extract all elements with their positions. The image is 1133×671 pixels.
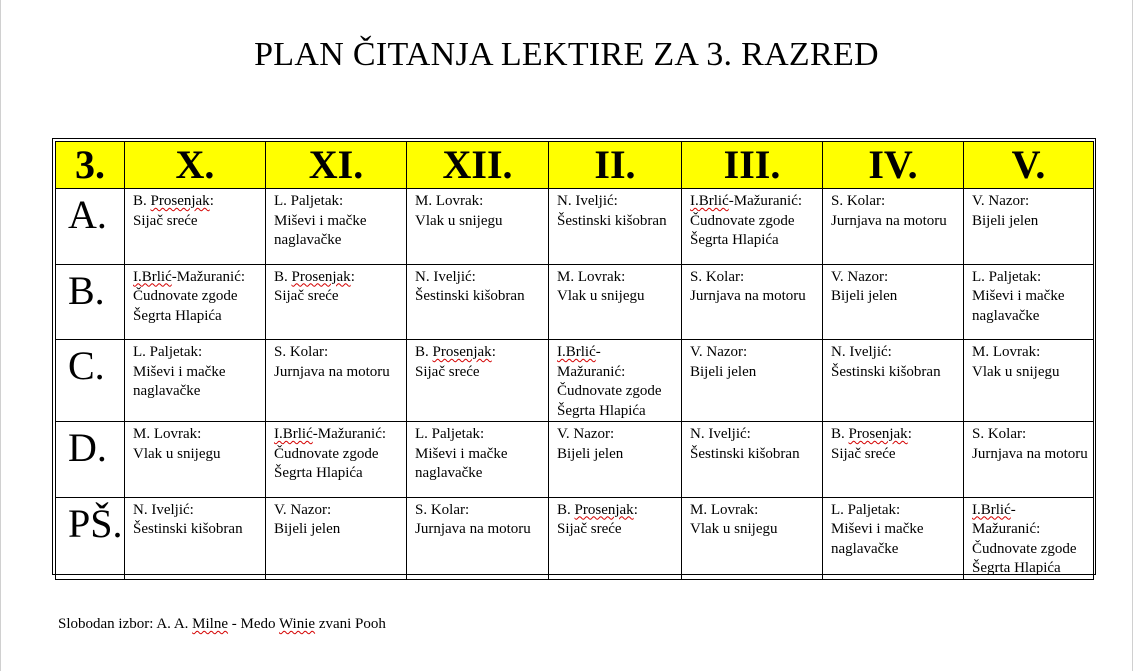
author-surname-flagged: I.Brlić [274,426,313,442]
author-text: : [350,268,355,285]
class-row [56,422,1094,498]
book-title: Sijač sreće [557,521,622,537]
book-title: Šestinski kišobran [133,521,243,537]
author-name [831,425,963,445]
author-name [972,343,1093,363]
author-text: M. Lovrak: [557,268,626,285]
author-name [557,425,681,445]
class-row [56,264,1094,340]
author-text: S. Kolar: [274,344,329,360]
book-title: Miševi i mačke naglavačke [133,363,226,399]
author-text: : [907,426,912,442]
book-title: Bijeli jelen [274,521,341,537]
author-name [690,192,822,212]
author-text: M. Lovrak: [133,426,202,442]
book-title: Šestinski kišobran [557,212,667,229]
reading-cell [823,189,964,265]
author-name [415,268,548,288]
author-text: V. Nazor: [831,268,889,285]
author-name [690,425,822,445]
author-text: N. Iveljić: [415,268,476,285]
reading-cell [407,340,549,422]
author-name [690,343,822,363]
class-label: PŠ. [56,497,125,579]
reading-cell [266,264,407,340]
book-title: Bijeli jelen [831,288,898,304]
author-name [972,425,1093,445]
author-name [972,268,1093,288]
reading-cell [407,264,549,340]
author-text: V. Nazor: [274,501,332,518]
class-label: C. [56,340,125,422]
author-text: V. Nazor: [557,426,615,442]
reading-cell [266,497,407,579]
author-text: N. Iveljić: [133,501,194,518]
book-title: Jurnjava na motoru [274,363,390,380]
author-text: M. Lovrak: [415,193,484,209]
author-name [274,425,406,445]
page-title: PLAN ČITANJA LEKTIRE ZA 3. RAZRED [254,36,879,73]
author-name [557,501,681,521]
reading-cell [266,189,407,265]
author-name [415,343,548,363]
author-name [133,192,265,212]
footer-author-name: Milne [192,616,229,632]
author-text: L. Paljetak: [831,501,901,518]
reading-cell [823,264,964,340]
author-text: - [595,344,601,360]
author-name [972,501,1093,521]
author-name [274,501,406,521]
book-title: Vlak u snijegu [690,521,778,537]
book-title: Čudnovate zgode Šegrta Hlapića [133,288,238,324]
author-name [133,501,265,521]
class-row [56,340,1094,422]
reading-cell [549,422,682,498]
author-name [831,268,963,288]
author-text: S. Kolar: [690,268,745,285]
author-name [831,343,963,363]
month-header: X. [125,142,266,189]
author-text: : [633,501,638,518]
author-text: S. Kolar: [972,426,1027,442]
reading-plan-body [56,142,1094,580]
author-text: B. [415,344,433,360]
reading-plan-table [55,141,1094,580]
author-name [274,268,406,288]
reading-cell [407,422,549,498]
book-title: Sijač sreće [831,445,896,462]
author-surname-flagged: Prosenjak [848,426,908,442]
author-text: : [209,193,214,209]
book-title: Vlak u snijegu [133,445,221,462]
reading-cell [682,189,823,265]
author-surname-flagged: I.Brlić [690,193,729,209]
reading-cell [266,340,407,422]
reading-cell [964,264,1094,340]
author-text: -Mažuranić: [312,426,387,442]
author-surname-flagged: Prosenjak [291,268,351,285]
class-row [56,189,1094,265]
book-title: Jurnjava na motoru [415,521,531,537]
author-text: L. Paljetak: [972,268,1042,285]
reading-cell [125,189,266,265]
author-text: - [1010,501,1016,518]
author-name [557,268,681,288]
page-edge-left [0,0,1,671]
class-row [56,497,1094,579]
author-text: L. Paljetak: [274,193,344,209]
footer-character-name: Winie [279,616,316,632]
class-label: D. [56,422,125,498]
reading-cell [407,189,549,265]
author-text: : [491,344,496,360]
book-title: Sijač sreće [415,363,480,380]
reading-cell [682,264,823,340]
author-name [557,343,681,363]
book-title: Vlak u snijegu [415,212,503,229]
reading-cell [964,340,1094,422]
author-text: N. Iveljić: [557,193,618,209]
free-choice-note [58,616,386,633]
author-text: V. Nazor: [690,344,748,360]
author-text: B. [557,501,575,518]
reading-cell [964,189,1094,265]
reading-cell [682,340,823,422]
author-text: M. Lovrak: [690,501,759,518]
author-name [415,425,548,445]
reading-cell [125,340,266,422]
author-text: -Mažuranić: [728,193,803,209]
author-text: S. Kolar: [831,193,886,209]
footer-text: zvani Pooh [315,616,386,632]
book-title: Bijeli jelen [972,212,1039,229]
month-header: V. [964,142,1094,189]
reading-cell [823,422,964,498]
reading-cell [549,497,682,579]
book-title: Šestinski kišobran [831,363,941,380]
author-surname-flagged: Prosenjak [432,344,492,360]
author-name [972,192,1093,212]
month-header: III. [682,142,823,189]
header-row [56,142,1094,189]
book-title: Čudnovate zgode Šegrta Hlapića [690,212,795,248]
book-title: Bijeli jelen [690,363,757,380]
book-title: Šestinski kišobran [690,445,800,462]
author-text: S. Kolar: [415,501,470,518]
footer-text: Slobodan izbor: A. A. [58,616,193,632]
footer-text: - Medo [228,616,279,632]
author-text: -Mažuranić: [171,268,246,285]
reading-cell [682,422,823,498]
author-name [274,343,406,363]
author-name [133,268,265,288]
author-text: M. Lovrak: [972,344,1041,360]
reading-cell [125,264,266,340]
author-text: B. [133,193,151,209]
reading-cell [964,422,1094,498]
book-title: Miševi i mačke naglavačke [415,445,508,481]
grade-cell: 3. [56,142,125,189]
reading-cell [549,189,682,265]
reading-cell [266,422,407,498]
book-title: Jurnjava na motoru [972,445,1088,462]
author-name [133,425,265,445]
author-text: N. Iveljić: [831,344,892,360]
reading-plan-table-frame [52,138,1096,575]
book-title: Vlak u snijegu [557,288,645,304]
author-text: V. Nazor: [972,193,1030,209]
month-header: IV. [823,142,964,189]
author-name [557,192,681,212]
author-name [690,268,822,288]
author-surname-flagged: I.Brlić [133,268,172,285]
author-surname-flagged: Prosenjak [574,501,634,518]
author-surname-flagged: Prosenjak [150,193,210,209]
class-label: A. [56,189,125,265]
book-title: Jurnjava na motoru [690,288,806,304]
reading-cell [823,340,964,422]
author-surname-flagged: I.Brlić [557,344,596,360]
reading-cell [549,340,682,422]
book-title: Sijač sreće [133,212,198,229]
reading-cell [125,422,266,498]
book-title: Bijeli jelen [557,445,624,462]
book-title: Čudnovate zgode Šegrta Hlapića [274,445,379,481]
author-name [133,343,265,363]
book-title: Jurnjava na motoru [831,212,947,229]
author-text: B. [831,426,849,442]
author-name [831,501,963,521]
reading-cell [682,497,823,579]
book-title: Vlak u snijegu [972,363,1060,380]
author-text: L. Paljetak: [415,426,485,442]
month-header: XII. [407,142,549,189]
book-title: Mažuranić: Čudnovate zgode Šegrta Hlapića [557,363,662,419]
class-label: B. [56,264,125,340]
author-name [690,501,822,521]
author-name [274,192,406,212]
reading-cell [125,497,266,579]
book-title: Šestinski kišobran [415,288,525,304]
reading-cell [823,497,964,579]
author-text: L. Paljetak: [133,344,203,360]
author-name [415,501,548,521]
book-title: Mažuranić: Čudnovate zgode Šegrta Hlapića [972,521,1077,576]
month-header: II. [549,142,682,189]
author-text: B. [274,268,292,285]
reading-cell [407,497,549,579]
author-name [415,192,548,212]
book-title: Miševi i mačke naglavačke [274,212,367,248]
month-header: XI. [266,142,407,189]
reading-cell [549,264,682,340]
author-text: N. Iveljić: [690,426,751,442]
author-name [831,192,963,212]
book-title: Sijač sreće [274,288,339,304]
book-title: Miševi i mačke naglavačke [972,288,1065,324]
reading-cell [964,497,1094,579]
author-surname-flagged: I.Brlić [972,501,1011,518]
book-title: Miševi i mačke naglavačke [831,521,924,557]
